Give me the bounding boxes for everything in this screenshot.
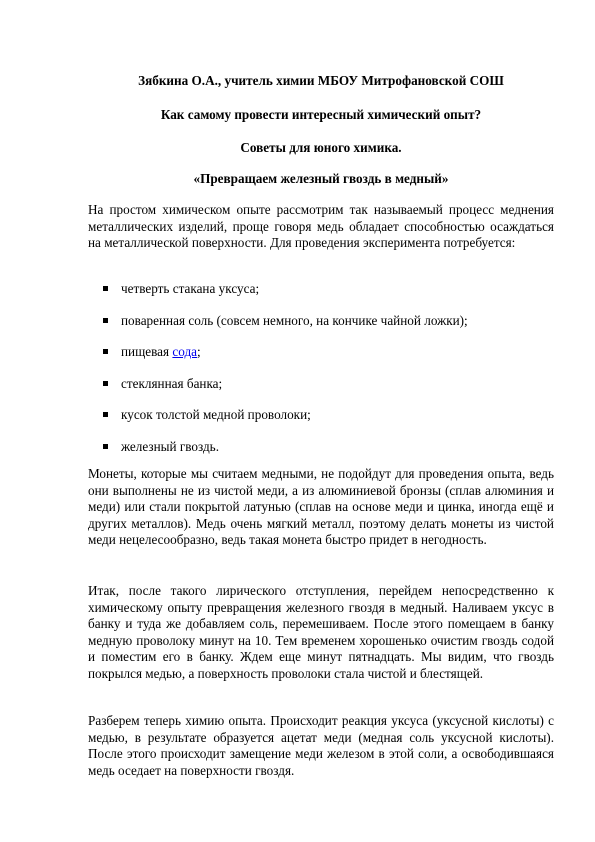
coins-paragraph: Монеты, которые мы считаем медными, не подойдут для проведения опыта, ведь они выполнены не из чистой меди, а из алюминиевой бронзы (сплав алюминия и меди) или стали покрытой латунью (сплав на основе меди и цинка, иногда ещё и других металлов). Медь очень мягкий металл, поэтому делать монеты из чистой меди нецелесообразно, ведь такая монета быстро придет в негодность. xyxy=(88,466,554,547)
soda-link[interactable]: сода xyxy=(172,344,198,359)
square-bullet-icon xyxy=(103,412,108,417)
materials-list xyxy=(88,281,554,470)
list-item-text: пищевая xyxy=(121,344,173,359)
intro-paragraph: На простом химическом опыте рассмотрим так называемый процесс меднения металлических изделий, проще говоря медь обладает способностью осаждаться на металлической поверхности. Для проведения эксперимента потребуется: xyxy=(88,202,554,250)
square-bullet-icon xyxy=(103,381,108,386)
document-title: «Превращаем железный гвоздь в медный» xyxy=(193,171,449,186)
square-bullet-icon xyxy=(103,286,108,291)
square-bullet-icon xyxy=(103,318,108,323)
list-item xyxy=(88,344,554,376)
list-item xyxy=(88,376,554,408)
experiment-paragraph: Итак, после такого лирического отступления, перейдем непосредственно к химическому опыту превращения железного гвоздя в медный. Наливаем уксус в банку и туда же добавляем соль, перемешиваем. После этого помещаем в банку медную проволоку минут на 10. Тем временем хорошенько очистим гвоздь содой и поместим его в банку. Ждем еще минут пятнадцать. Мы видим, что гвоздь покрылся медью, а поверхность проволоки стала чистой и блестящей. xyxy=(88,583,554,681)
list-item-text: поваренная соль (совсем немного, на кончике чайной ложки); xyxy=(121,312,468,328)
list-item-text: железный гвоздь. xyxy=(121,438,219,454)
list-item xyxy=(88,407,554,439)
author-line: Зябкина О.А., учитель химии МБОУ Митрофановской СОШ xyxy=(138,73,504,88)
question-heading: Как самому провести интересный химический опыт? xyxy=(160,107,482,122)
list-item-text: стеклянная банка; xyxy=(121,375,223,391)
list-item-text: кусок толстой медной проволоки; xyxy=(121,407,311,422)
subtitle-heading: Советы для юного химика. xyxy=(240,140,402,155)
list-item xyxy=(88,313,554,345)
list-item xyxy=(88,281,554,313)
square-bullet-icon xyxy=(103,349,108,354)
list-item-text-suffix: ; xyxy=(197,344,201,359)
chemistry-paragraph: Разберем теперь химию опыта. Происходит реакция уксуса (уксусной кислоты) с медью, в результате образуется ацетат меди (медная соль уксусной кислоты). После этого происходит замещение меди железом в этой соли, а освободившаяся медь оседает на поверхности гвоздя. xyxy=(88,713,554,778)
list-item-text: четверть стакана уксуса; xyxy=(121,281,260,296)
square-bullet-icon xyxy=(103,444,108,449)
